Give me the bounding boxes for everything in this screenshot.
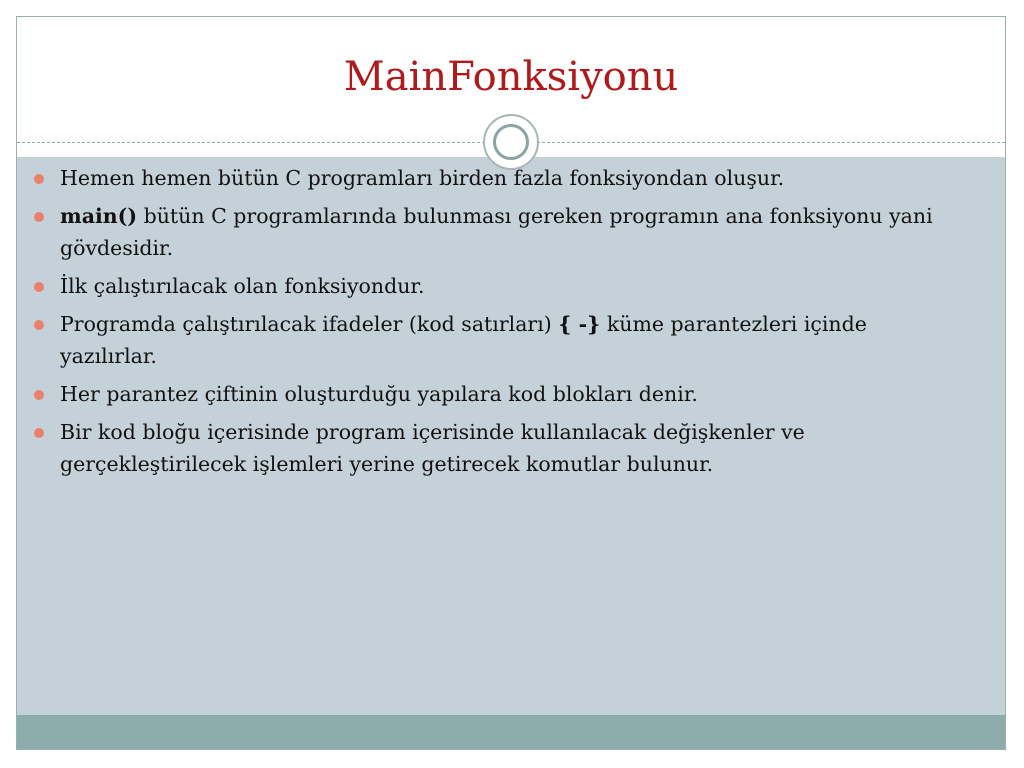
bullet-item-6 bbox=[32, 416, 952, 480]
footer-band bbox=[17, 715, 1005, 749]
slide-title: MainFonksiyonu bbox=[343, 54, 679, 100]
bullet-dot-icon bbox=[34, 282, 44, 292]
bullet-text: küme parantezleri içinde yazılırlar. bbox=[60, 312, 867, 368]
bullet-text: Her parantez çiftinin oluşturduğu yapılara kod blokları denir. bbox=[60, 382, 698, 406]
bullet-text: bütün C programlarında bulunması gereken programın ana fonksiyonu yani gövdesidir. bbox=[60, 204, 933, 260]
bullet-dot-icon bbox=[34, 428, 44, 438]
bullet-text: Hemen hemen bütün C programları birden fazla fonksiyondan oluşur. bbox=[60, 166, 785, 190]
bullet-text: Bir kod bloğu içerisinde program içerisinde kullanılacak değişkenler ve gerçekleştirilecek işlemleri yerine getirecek komutlar bulunur. bbox=[60, 420, 805, 476]
bullet-dot-icon bbox=[34, 174, 44, 184]
bullet-item-3 bbox=[32, 270, 952, 302]
bullet-bold-text: { -} bbox=[558, 312, 601, 336]
bullet-item-2 bbox=[32, 200, 952, 264]
ring-ornament-inner bbox=[493, 124, 529, 160]
bullet-text: Programda çalıştırılacak ifadeler (kod satırları) bbox=[60, 312, 559, 336]
bullet-bold-text: main() bbox=[60, 204, 138, 228]
bullet-text: İlk çalıştırılacak olan fonksiyondur. bbox=[60, 274, 425, 298]
bullet-list bbox=[32, 162, 952, 486]
bullet-dot-icon bbox=[34, 390, 44, 400]
bullet-dot-icon bbox=[34, 212, 44, 222]
bullet-item-5 bbox=[32, 378, 952, 410]
bullet-dot-icon bbox=[34, 320, 44, 330]
bullet-item-1 bbox=[32, 162, 952, 194]
bullet-item-4 bbox=[32, 308, 952, 372]
